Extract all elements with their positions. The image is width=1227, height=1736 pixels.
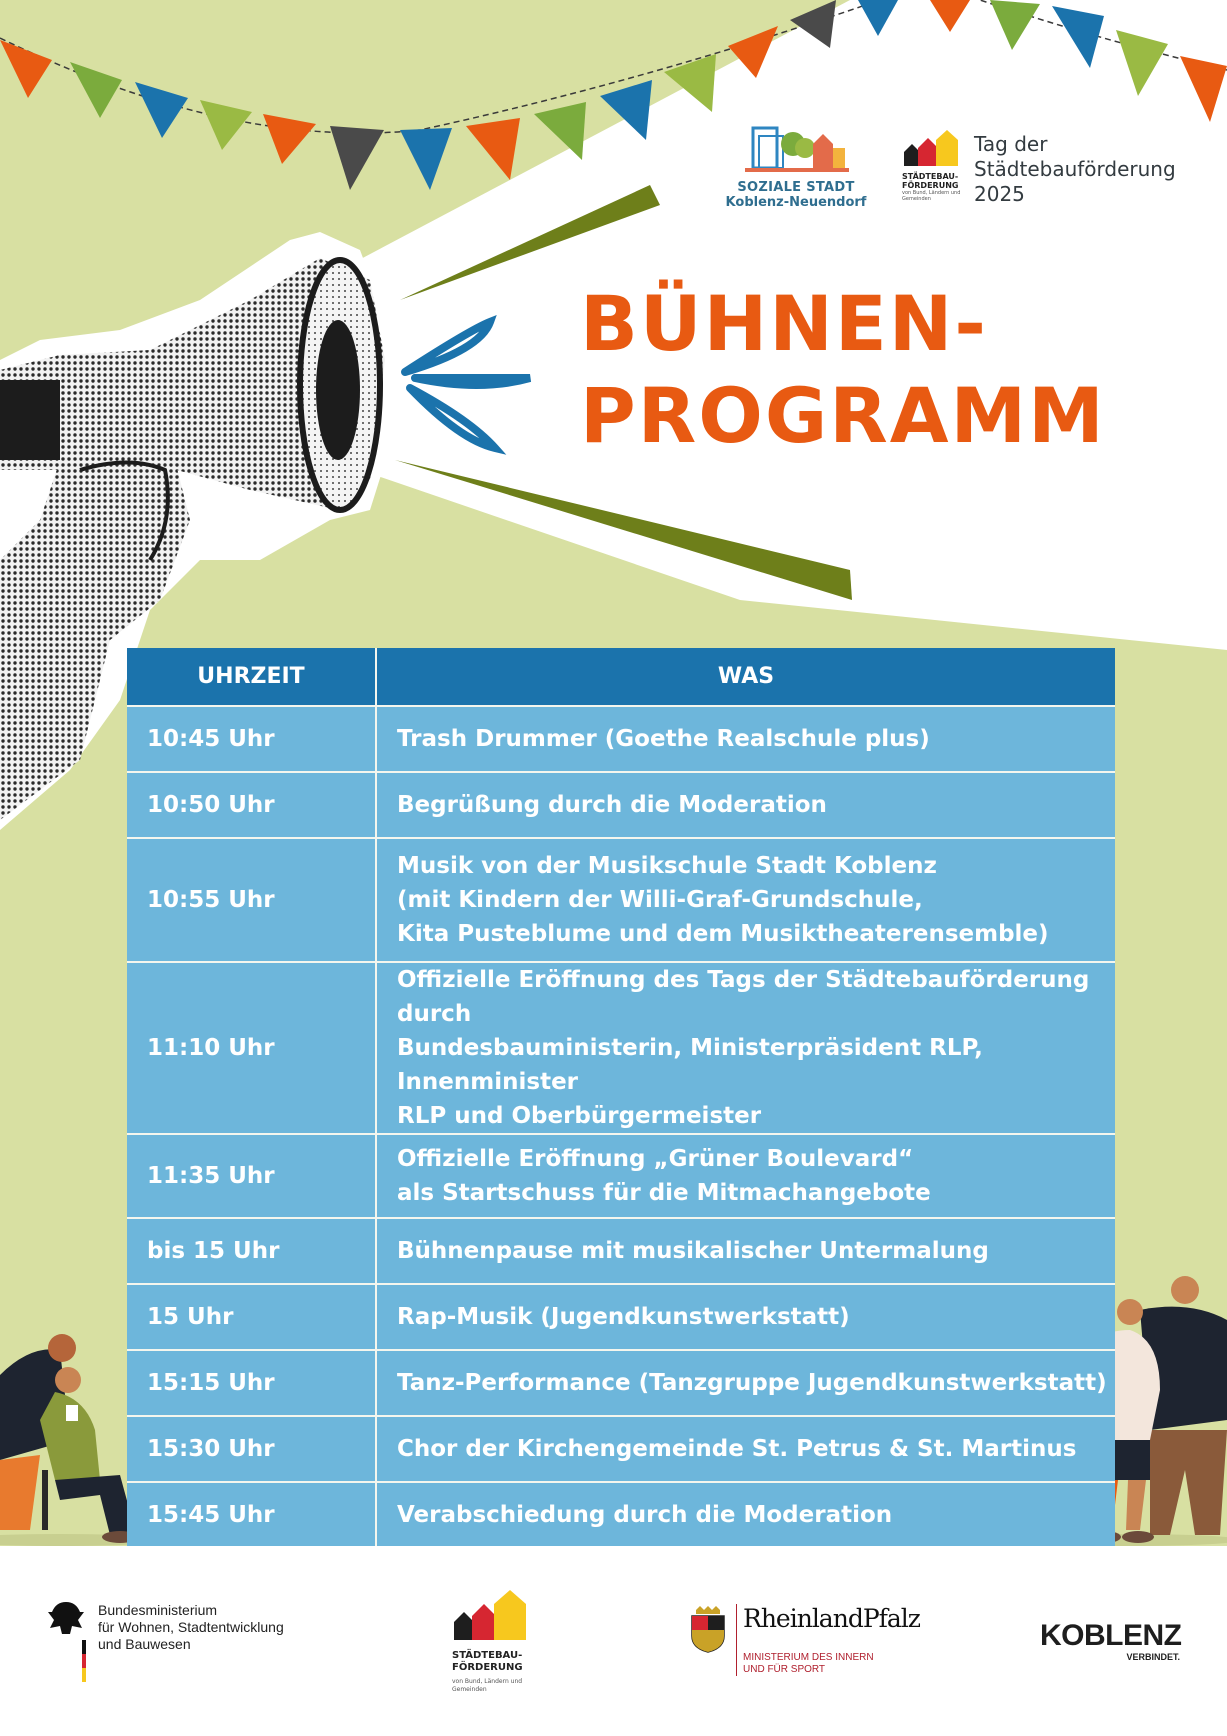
time-cell: 10:55 Uhr — [127, 838, 376, 962]
table-row — [127, 1416, 1115, 1482]
time-cell: 15:15 Uhr — [127, 1350, 376, 1416]
time-cell: 11:10 Uhr — [127, 962, 376, 1134]
bmwsb-line3: und Bauwesen — [98, 1636, 191, 1652]
table-row — [127, 1134, 1115, 1218]
title-line2: PROGRAMM — [580, 371, 1106, 460]
program-cell: Rap-Musik (Jugendkunstwerkstatt) — [376, 1284, 1115, 1350]
soziale-stadt-subtitle: Koblenz-Neuendorf — [725, 195, 867, 210]
page-title — [580, 278, 1106, 462]
sbf-brand-small2: Gemeinden — [902, 196, 931, 202]
time-cell: 11:35 Uhr — [127, 1134, 376, 1218]
sbf-footer-small1: von Bund, Ländern und — [452, 1678, 523, 1685]
table-header-row — [127, 648, 1115, 706]
time-cell: 15:30 Uhr — [127, 1416, 376, 1482]
table-row — [127, 772, 1115, 838]
sbf-brand-line2: FÖRDERUNG — [902, 181, 959, 190]
bmwsb-logo — [46, 1598, 284, 1692]
program-cell: Trash Drummer (Goethe Realschule plus) — [376, 706, 1115, 772]
table-row — [127, 1350, 1115, 1416]
program-cell: Verabschiedung durch die Moderation — [376, 1482, 1115, 1548]
column-header-time: UHRZEIT — [127, 648, 376, 706]
rlp-ministry-line2: UND FÜR SPORT — [743, 1664, 826, 1675]
tag-der-staedtebaufoerderung-logo — [902, 128, 1202, 218]
tag-line2: Städtebauförderung — [974, 157, 1176, 181]
soziale-stadt-logo — [716, 118, 876, 210]
bmwsb-name — [98, 1602, 318, 1653]
sbf-footer-small2: Gemeinden — [452, 1686, 487, 1693]
table-row — [127, 962, 1115, 1134]
program-cell: Offizielle Eröffnung des Tags der Städtebauförderung durch Bundesbauministerin, Ministerpräsident RLP, Innenminister RLP und Oberbürgermeister — [376, 962, 1115, 1134]
houses-logo-icon — [902, 128, 962, 168]
title-line1: BÜHNEN- — [580, 279, 988, 368]
koblenz-tagline: VERBINDET. — [1126, 1652, 1180, 1662]
sbf-footer-line1: STÄDTEBAU- — [452, 1650, 523, 1661]
rheinland-pfalz-logo — [688, 1604, 920, 1675]
rlp-coat-of-arms-icon — [688, 1606, 728, 1654]
koblenz-logo — [1040, 1620, 1180, 1662]
bmwsb-line1: Bundesministerium — [98, 1602, 218, 1618]
rlp-name: RheinlandPfalz — [743, 1604, 920, 1633]
table-row — [127, 838, 1115, 962]
soziale-stadt-title: SOZIALE STADT — [737, 180, 855, 195]
koblenz-name: KOBLENZ — [1040, 1619, 1182, 1652]
program-cell: Bühnenpause mit musikalischer Untermalung — [376, 1218, 1115, 1284]
houses-logo-icon — [452, 1588, 534, 1642]
program-cell: Begrüßung durch die Moderation — [376, 772, 1115, 838]
schedule-table — [127, 648, 1115, 1549]
time-cell: bis 15 Uhr — [127, 1218, 376, 1284]
tag-year: 2025 — [974, 182, 1025, 206]
rlp-ministry — [743, 1652, 874, 1676]
sbf-brand-small1: von Bund, Ländern und — [902, 190, 961, 196]
tag-line1: Tag der — [974, 132, 1048, 156]
table-row — [127, 1284, 1115, 1350]
bmwsb-line2: für Wohnen, Stadtentwicklung — [98, 1619, 284, 1635]
program-cell: Musik von der Musikschule Stadt Koblenz (mit Kindern der Willi-Graf-Grundschule, Kita Pusteblume und dem Musiktheaterensemble) — [376, 838, 1115, 962]
staedtebaufoerderung-footer-logo — [452, 1588, 542, 1694]
federal-eagle-icon — [46, 1598, 86, 1688]
time-cell: 10:50 Uhr — [127, 772, 376, 838]
city-skyline-icon — [741, 118, 851, 180]
rlp-ministry-line1: MINISTERIUM DES INNERN — [743, 1652, 874, 1663]
sbf-footer-line2: FÖRDERUNG — [452, 1662, 523, 1673]
table-row — [127, 1482, 1115, 1548]
column-header-what: WAS — [376, 648, 1115, 706]
program-cell: Tanz-Performance (Tanzgruppe Jugendkunstwerkstatt) — [376, 1350, 1115, 1416]
sbf-brand-line1: STÄDTEBAU- — [902, 172, 959, 181]
table-row — [127, 1218, 1115, 1284]
time-cell: 15 Uhr — [127, 1284, 376, 1350]
program-cell: Chor der Kirchengemeinde St. Petrus & St. Martinus — [376, 1416, 1115, 1482]
tag-title — [974, 132, 1176, 207]
time-cell: 15:45 Uhr — [127, 1482, 376, 1548]
program-cell: Offizielle Eröffnung „Grüner Boulevard“ als Startschuss für die Mitmachangebote — [376, 1134, 1115, 1218]
time-cell: 10:45 Uhr — [127, 706, 376, 772]
table-row — [127, 706, 1115, 772]
